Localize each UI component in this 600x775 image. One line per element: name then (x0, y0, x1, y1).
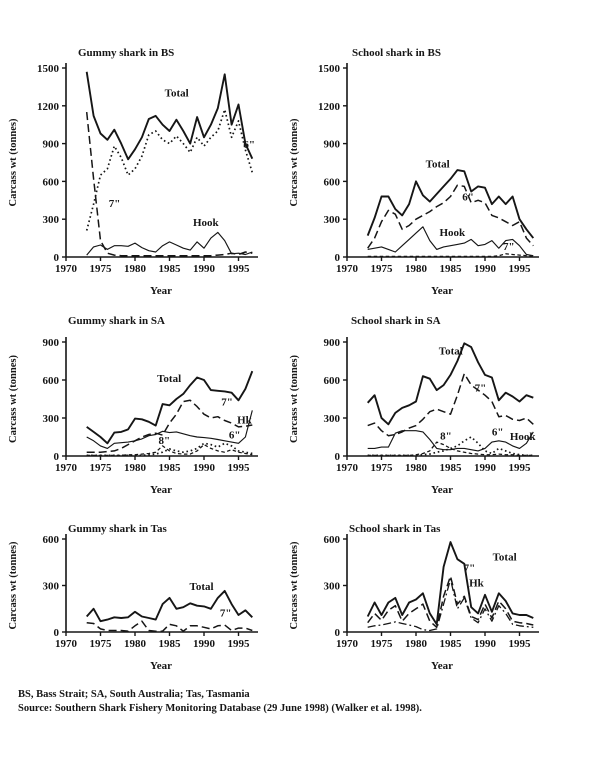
chart-title: School shark in BS (352, 47, 441, 59)
series-label-6in: 6" (243, 139, 255, 152)
x-tick-label: 1980 (405, 638, 427, 650)
x-tick-label: 1980 (124, 638, 146, 650)
x-tick-label: 1975 (370, 462, 393, 474)
x-tick-label: 1970 (55, 263, 77, 275)
y-tick-label: 1500 (37, 63, 59, 75)
x-tick-label: 1970 (336, 638, 358, 650)
y-tick-label: 0 (334, 252, 340, 264)
x-tick-label: 1985 (439, 638, 462, 650)
x-tick-label: 1985 (439, 462, 462, 474)
y-axis-label: Carcass wt (tonnes) (289, 541, 300, 630)
x-tick-label: 1990 (193, 263, 215, 275)
series-line-6in (87, 110, 253, 231)
series-label-Total: Total (157, 372, 182, 385)
x-tick-label: 1970 (55, 462, 77, 474)
x-tick-label: 1985 (158, 462, 181, 474)
x-axis-label: Year (150, 484, 172, 496)
y-tick-label: 600 (42, 534, 59, 546)
chart-gummy-shark-sa (0, 310, 292, 512)
series-line-7in (368, 374, 534, 436)
series-label-8in: 8" (158, 434, 171, 447)
y-tick-label: 600 (323, 375, 340, 387)
series-line-7in (368, 576, 534, 627)
series-label-Total: Total (492, 551, 517, 564)
series-label-6in: 6" (462, 191, 474, 204)
x-axis-label: Year (431, 660, 453, 672)
y-tick-label: 1200 (37, 100, 59, 113)
y-tick-label: 600 (42, 176, 59, 189)
chart-title: School shark in Tas (349, 523, 441, 535)
series-label-7in: 7" (474, 382, 487, 395)
x-tick-label: 1990 (474, 462, 496, 474)
series-label-7in: 7" (108, 198, 121, 211)
y-tick-label: 900 (42, 337, 59, 349)
x-tick-label: 1980 (124, 263, 146, 275)
y-tick-label: 0 (334, 627, 340, 639)
y-tick-label: 300 (42, 214, 59, 227)
y-axis-label: Carcass wt (tonnes) (289, 355, 300, 443)
y-tick-label: 0 (53, 451, 59, 463)
x-axis-label: Year (431, 285, 453, 297)
chart-title: School shark in SA (351, 315, 441, 327)
x-tick-label: 1975 (370, 638, 393, 650)
series-label-7in: 7" (221, 396, 233, 409)
x-tick-label: 1995 (227, 462, 250, 474)
x-tick-label: 1995 (508, 263, 531, 275)
x-tick-label: 1990 (474, 638, 496, 650)
series-label-Hk: Hk (469, 577, 484, 590)
series-label-6in: 6" (491, 426, 504, 439)
x-tick-label: 1970 (55, 638, 77, 650)
x-tick-label: 1985 (158, 263, 181, 275)
series-label-8in: 8" (440, 430, 452, 443)
chart-gummy-shark-bs (0, 40, 292, 308)
series-label-Hook: Hook (509, 431, 536, 444)
x-tick-label: 1975 (89, 638, 112, 650)
y-tick-label: 300 (42, 413, 59, 425)
y-tick-label: 1500 (318, 63, 340, 75)
series-label-6in: 6" (228, 429, 241, 442)
chart-title: Gummy shark in BS (78, 47, 175, 59)
x-tick-label: 1990 (193, 462, 215, 474)
y-tick-label: 0 (334, 451, 340, 463)
series-label-Total: Total (164, 87, 189, 100)
x-axis-label: Year (150, 660, 172, 672)
chart-title: Gummy shark in Tas (68, 523, 167, 535)
series-label-Total: Total (438, 345, 463, 358)
x-tick-label: 1995 (508, 638, 531, 650)
y-axis-label: Carcass wt (tonnes) (8, 541, 19, 630)
y-tick-label: 300 (42, 580, 59, 593)
chart-school-shark-tas (285, 518, 600, 710)
y-axis-label: Carcass wt (tonnes) (8, 118, 19, 207)
y-tick-label: 600 (323, 176, 340, 189)
y-tick-label: 300 (323, 580, 340, 593)
x-tick-label: 1975 (89, 462, 112, 474)
y-tick-label: 300 (323, 413, 340, 425)
x-tick-label: 1975 (89, 263, 112, 275)
y-tick-label: 1200 (318, 100, 340, 113)
y-tick-label: 300 (323, 214, 340, 227)
x-axis-label: Year (431, 484, 453, 496)
x-axis-label: Year (150, 285, 172, 297)
y-tick-label: 900 (323, 138, 340, 151)
x-tick-label: 1990 (474, 263, 496, 275)
x-tick-label: 1980 (405, 263, 427, 275)
chart-school-shark-bs (285, 40, 600, 308)
series-label-Total: Total (425, 158, 450, 171)
y-tick-label: 600 (323, 534, 340, 546)
y-axis-label: Carcass wt (tonnes) (289, 118, 300, 207)
series-label-Hk: Hk (237, 414, 252, 427)
series-label-Hook: Hook (439, 227, 466, 240)
x-tick-label: 1990 (193, 638, 215, 650)
x-tick-label: 1995 (508, 462, 531, 474)
y-tick-label: 0 (53, 627, 59, 639)
series-line-Hook (87, 232, 253, 255)
x-tick-label: 1970 (336, 263, 358, 275)
chart-title: Gummy shark in SA (68, 315, 165, 327)
series-label-Hook: Hook (192, 217, 219, 230)
x-tick-label: 1995 (227, 263, 250, 275)
chart-gummy-shark-tas (0, 518, 292, 710)
chart-school-shark-sa (285, 310, 600, 512)
x-tick-label: 1975 (370, 263, 393, 275)
series-label-7in: 7" (463, 562, 476, 575)
series-line-7in (87, 621, 253, 631)
series-label-7in: 7" (502, 241, 515, 254)
footnote-abbreviations: BS, Bass Strait; SA, South Australia; Tas, Tasmania (18, 689, 250, 700)
x-tick-label: 1980 (124, 462, 146, 474)
series-label-Total: Total (189, 581, 214, 594)
series-line-Total (87, 72, 253, 160)
series-line-7in (368, 254, 534, 257)
x-tick-label: 1985 (158, 638, 181, 650)
y-tick-label: 600 (42, 375, 59, 387)
y-tick-label: 900 (323, 337, 340, 349)
y-tick-label: 0 (53, 252, 59, 264)
y-tick-label: 900 (42, 138, 59, 151)
x-tick-label: 1980 (405, 462, 427, 474)
x-tick-label: 1970 (336, 462, 358, 474)
x-tick-label: 1985 (439, 263, 462, 275)
footnote-source: Source: Southern Shark Fishery Monitoring Database (29 June 1998) (Walker et al. 1998). (18, 703, 422, 714)
series-label-7in: 7" (219, 607, 232, 620)
x-tick-label: 1995 (227, 638, 250, 650)
y-axis-label: Carcass wt (tonnes) (8, 355, 19, 443)
